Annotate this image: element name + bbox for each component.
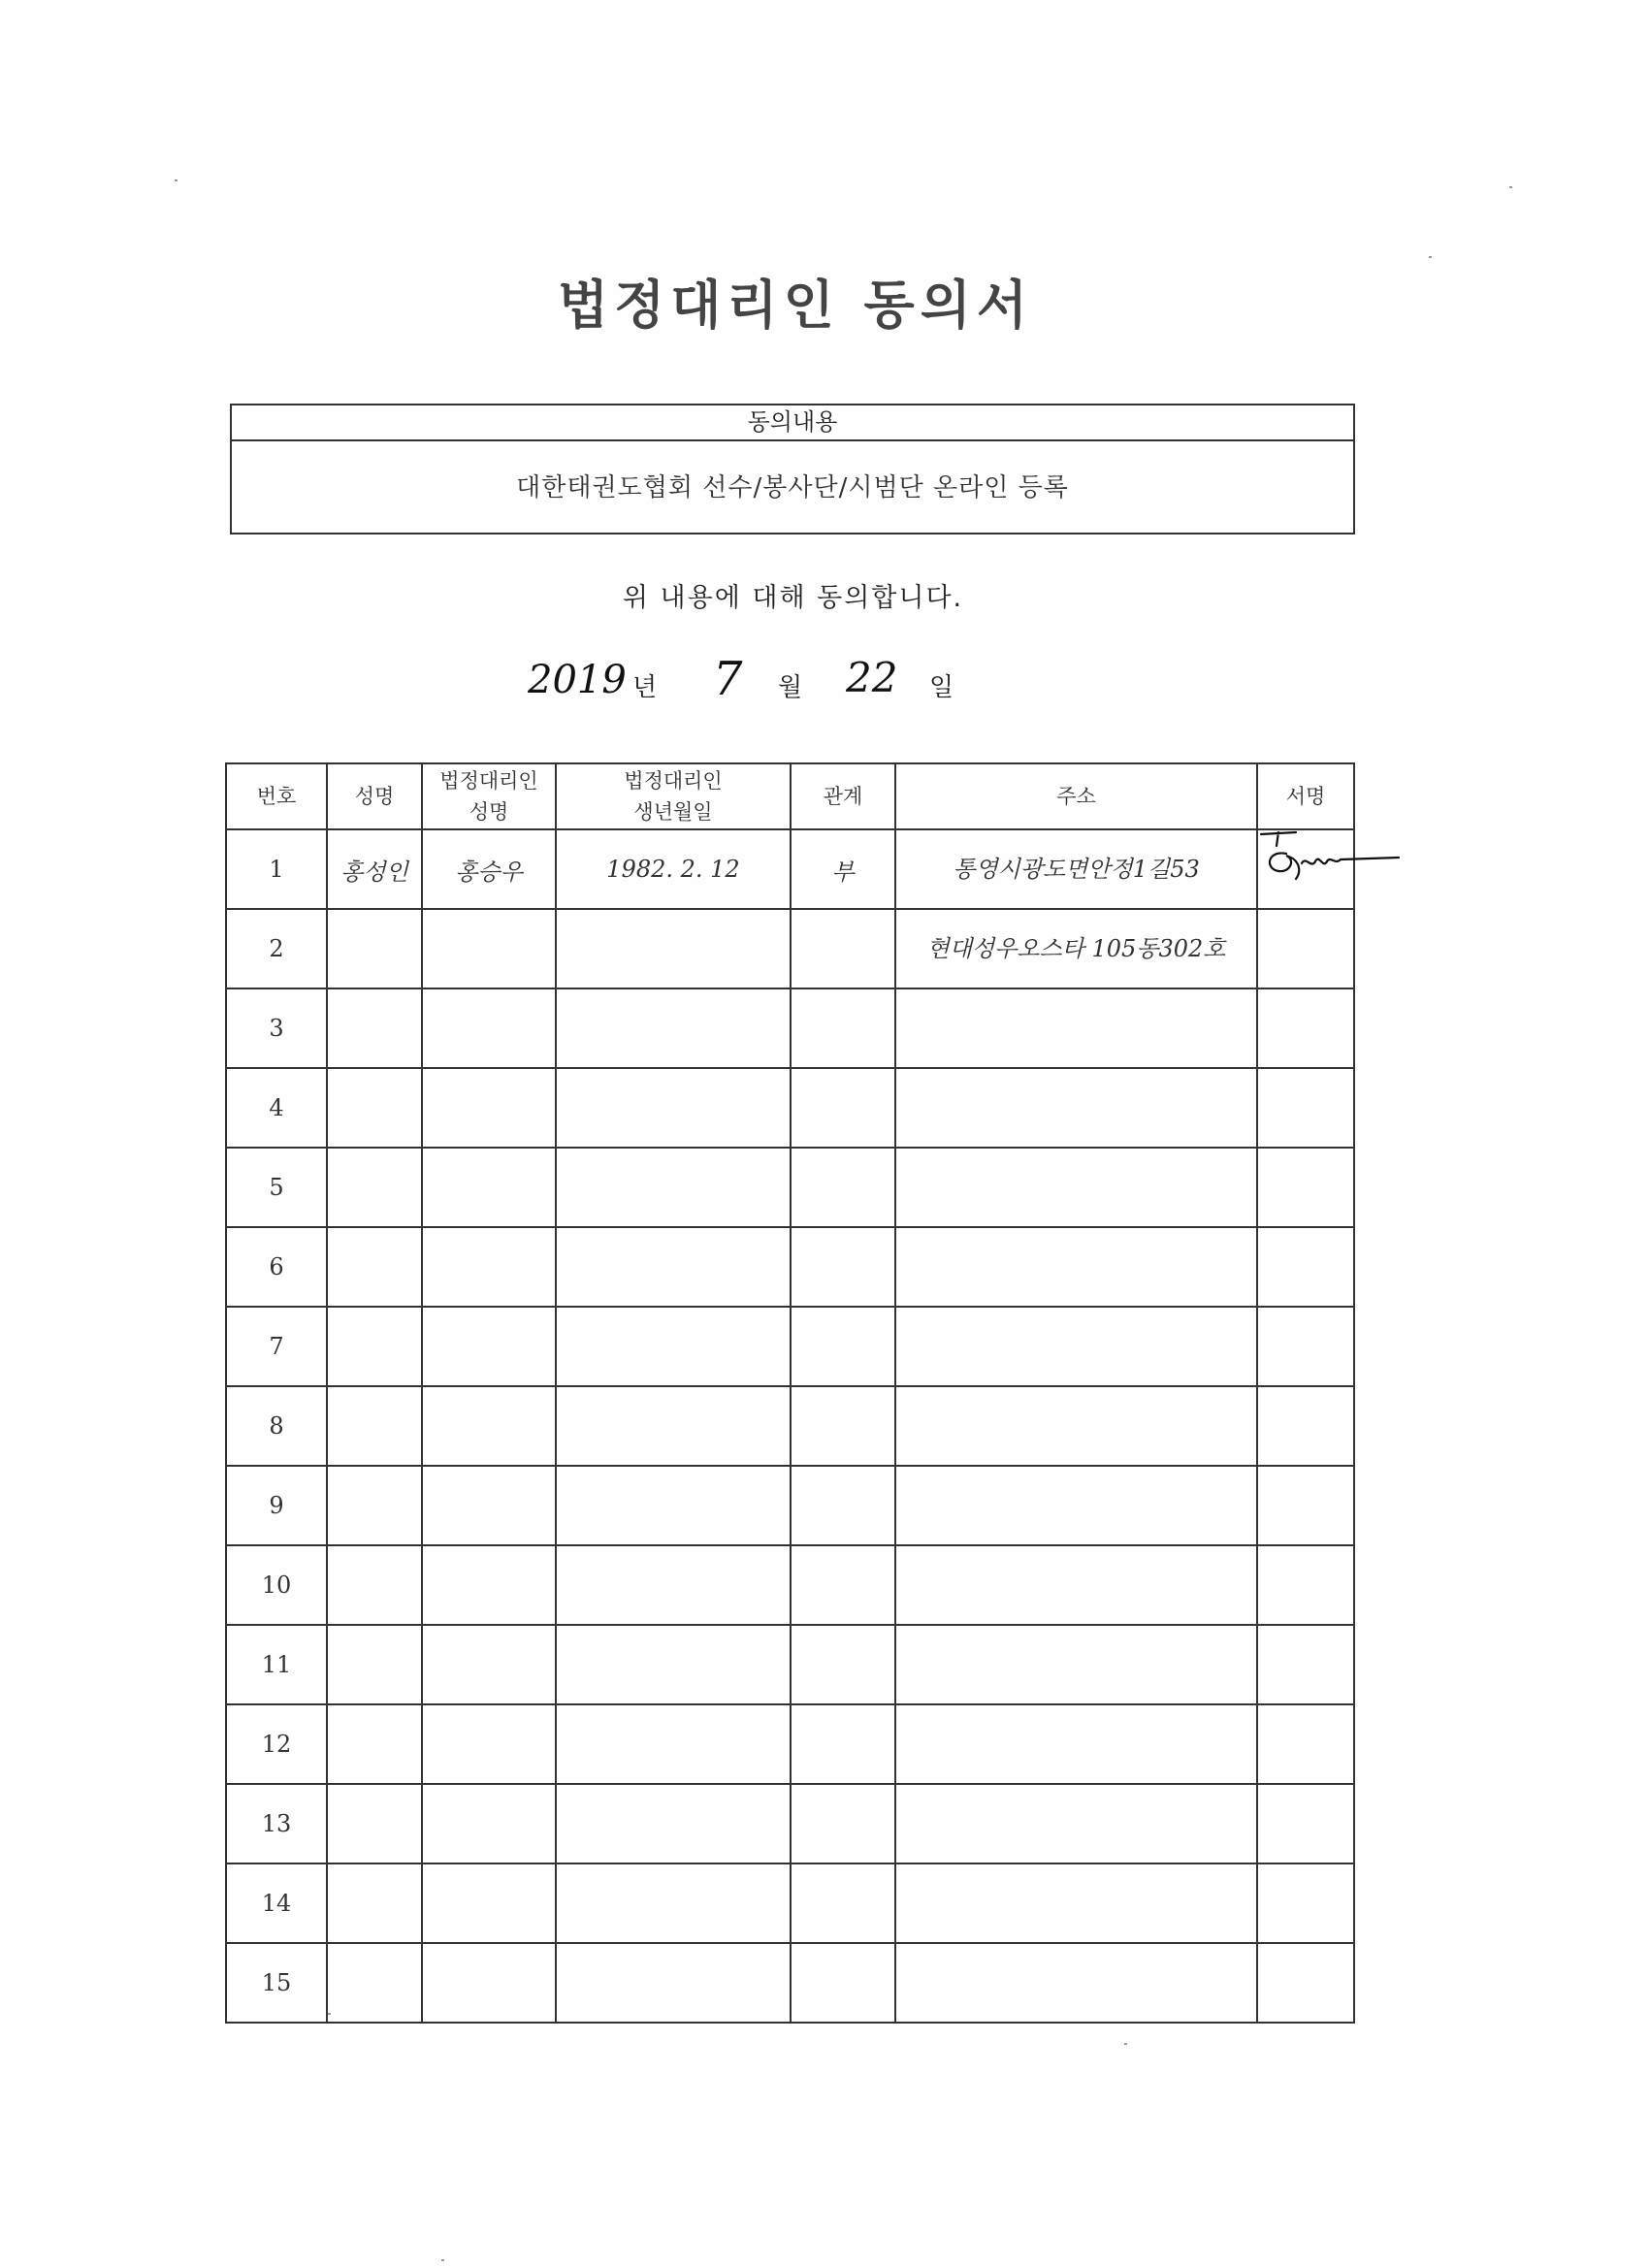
cell-address: [895, 1386, 1257, 1466]
cell-relation: [791, 1545, 895, 1625]
table-row: [226, 1863, 1354, 1943]
header-relation: 관계: [791, 763, 895, 829]
header-guardian-name: [422, 763, 556, 829]
header-number: 번호: [226, 763, 327, 829]
header-guardian-birth: [556, 763, 791, 829]
cell-guardian-birth: [556, 1307, 791, 1386]
table-row: [226, 1625, 1354, 1704]
cell-guardian-birth: [556, 1148, 791, 1227]
header-guardian-birth-line2: 생년월일: [633, 800, 713, 824]
cell-guardian-birth: [556, 1068, 791, 1148]
cell-relation: 부: [791, 829, 895, 909]
table-row: [226, 1784, 1354, 1863]
cell-address: [895, 1704, 1257, 1784]
cell-address: 통영시광도면안정1길53: [895, 829, 1257, 909]
cell-address: [895, 1943, 1257, 2023]
date-day-unit: 일: [929, 673, 954, 702]
cell-number: 7: [226, 1307, 327, 1386]
cell-guardian-birth: [556, 1943, 791, 2023]
table-row: [226, 1307, 1354, 1386]
cell-signature: [1257, 1704, 1354, 1784]
cell-signature: [1257, 1545, 1354, 1625]
cell-number: 13: [226, 1784, 327, 1863]
table-row: [226, 1068, 1354, 1148]
cell-signature: [1257, 1307, 1354, 1386]
cell-signature: [1257, 1943, 1354, 2023]
cell-guardian-name: [422, 909, 556, 988]
header-signature: 서명: [1257, 763, 1354, 829]
header-guardian-birth-line1: 법정대리인: [624, 769, 723, 793]
cell-number: 1: [226, 829, 327, 909]
cell-relation: [791, 1466, 895, 1545]
cell-relation: [791, 1784, 895, 1863]
table-row: [226, 1386, 1354, 1466]
date-year-handwritten: 2019: [528, 658, 627, 702]
table-row: [226, 1943, 1354, 2023]
cell-guardian-name: [422, 988, 556, 1068]
cell-guardian-name: [422, 1148, 556, 1227]
cell-name: [327, 1784, 422, 1863]
cell-guardian-birth: [556, 1625, 791, 1704]
cell-signature: [1257, 1784, 1354, 1863]
cell-guardian-birth: [556, 1545, 791, 1625]
cell-relation: [791, 1227, 895, 1307]
table-row: [226, 1545, 1354, 1625]
cell-guardian-birth: [556, 1704, 791, 1784]
handwritten-signature-icon: [1257, 821, 1403, 898]
cell-name: [327, 1943, 422, 2023]
cell-signature: [1257, 1227, 1354, 1307]
table-row: [226, 988, 1354, 1068]
guardian-roster-table: [225, 762, 1355, 2024]
table-row: [226, 1466, 1354, 1545]
cell-guardian-name: [422, 1545, 556, 1625]
cell-guardian-name: [422, 1386, 556, 1466]
cell-relation: [791, 1704, 895, 1784]
cell-relation: [791, 988, 895, 1068]
cell-signature: [1257, 1068, 1354, 1148]
cell-address: 현대성우오스타 105동302호: [895, 909, 1257, 988]
cell-guardian-name: [422, 1227, 556, 1307]
cell-address: [895, 1068, 1257, 1148]
cell-signature: [1257, 1625, 1354, 1704]
cell-number: 5: [226, 1148, 327, 1227]
cell-number: 14: [226, 1863, 327, 1943]
cell-name: [327, 1148, 422, 1227]
cell-signature: [1257, 1466, 1354, 1545]
cell-guardian-name: [422, 1784, 556, 1863]
cell-number: 10: [226, 1545, 327, 1625]
cell-name: [327, 1704, 422, 1784]
header-guardian-name-line1: 법정대리인: [439, 769, 538, 793]
cell-address: [895, 988, 1257, 1068]
scan-speck: [1124, 2043, 1127, 2045]
cell-relation: [791, 1625, 895, 1704]
header-guardian-name-line2: 성명: [469, 800, 509, 824]
cell-address: [895, 1227, 1257, 1307]
cell-guardian-birth: [556, 1784, 791, 1863]
cell-guardian-name: [422, 1863, 556, 1943]
cell-guardian-birth: [556, 988, 791, 1068]
cell-relation: [791, 1386, 895, 1466]
cell-guardian-name: [422, 1068, 556, 1148]
cell-relation: [791, 1148, 895, 1227]
cell-relation: [791, 909, 895, 988]
cell-guardian-birth: 1982. 2. 12: [556, 829, 791, 909]
header-name: 성명: [327, 763, 422, 829]
cell-number: 11: [226, 1625, 327, 1704]
cell-number: 8: [226, 1386, 327, 1466]
cell-guardian-birth: [556, 1863, 791, 1943]
cell-address: [895, 1863, 1257, 1943]
table-row: [226, 1148, 1354, 1227]
date-year-unit: 년: [632, 673, 658, 702]
header-address: 주소: [895, 763, 1257, 829]
cell-signature: [1257, 1148, 1354, 1227]
cell-number: 9: [226, 1466, 327, 1545]
cell-guardian-name: [422, 1625, 556, 1704]
cell-number: 2: [226, 909, 327, 988]
cell-number: 3: [226, 988, 327, 1068]
cell-guardian-name: [422, 1943, 556, 2023]
cell-name: [327, 1545, 422, 1625]
consent-header: 동의내용: [232, 405, 1353, 441]
scan-speck: [1509, 186, 1512, 188]
cell-name: [327, 909, 422, 988]
cell-address: [895, 1307, 1257, 1386]
cell-number: 4: [226, 1068, 327, 1148]
date-month-handwritten: 7: [713, 652, 743, 706]
cell-relation: [791, 1943, 895, 2023]
scan-speck: [1429, 256, 1432, 258]
cell-guardian-name: [422, 1307, 556, 1386]
cell-address: [895, 1784, 1257, 1863]
cell-guardian-birth: [556, 1386, 791, 1466]
cell-guardian-birth: [556, 1466, 791, 1545]
scan-speck: [441, 2259, 444, 2261]
table-body: [226, 829, 1354, 2023]
scan-speck: [175, 179, 178, 181]
cell-signature: [1257, 988, 1354, 1068]
table-header-row: [226, 763, 1354, 829]
consent-content: 대한태권도협회 선수/봉사단/시범단 온라인 등록: [516, 473, 1069, 502]
cell-number: 12: [226, 1704, 327, 1784]
cell-name: [327, 1863, 422, 1943]
cell-signature: [1257, 1863, 1354, 1943]
scan-speck: [328, 2013, 331, 2015]
table-row: [226, 1704, 1354, 1784]
cell-name: [327, 1386, 422, 1466]
table-row: [226, 1227, 1354, 1307]
cell-guardian-name: [422, 1704, 556, 1784]
cell-name: [327, 1307, 422, 1386]
cell-name: 홍성인: [327, 829, 422, 909]
cell-name: [327, 1068, 422, 1148]
date-line: [0, 650, 1649, 718]
cell-guardian-name: [422, 1466, 556, 1545]
cell-guardian-birth: [556, 1227, 791, 1307]
cell-name: [327, 1625, 422, 1704]
cell-relation: [791, 1068, 895, 1148]
date-month-unit: 월: [778, 673, 803, 702]
agreement-statement: 위 내용에 대해 동의합니다.: [622, 583, 964, 613]
cell-name: [327, 1227, 422, 1307]
cell-guardian-birth: [556, 909, 791, 988]
cell-guardian-name: 홍승우: [422, 829, 556, 909]
page-title: 법정대리인 동의서: [557, 275, 1034, 336]
cell-number: 15: [226, 1943, 327, 2023]
table-row: [226, 909, 1354, 988]
table-row: [226, 829, 1354, 909]
consent-content-box: [230, 404, 1355, 535]
cell-signature: [1257, 909, 1354, 988]
cell-address: [895, 1625, 1257, 1704]
cell-address: [895, 1148, 1257, 1227]
cell-address: [895, 1545, 1257, 1625]
cell-number: 6: [226, 1227, 327, 1307]
cell-relation: [791, 1863, 895, 1943]
cell-name: [327, 1466, 422, 1545]
cell-signature: [1257, 1386, 1354, 1466]
cell-relation: [791, 1307, 895, 1386]
date-day-handwritten: 22: [846, 654, 898, 701]
cell-name: [327, 988, 422, 1068]
cell-address: [895, 1466, 1257, 1545]
